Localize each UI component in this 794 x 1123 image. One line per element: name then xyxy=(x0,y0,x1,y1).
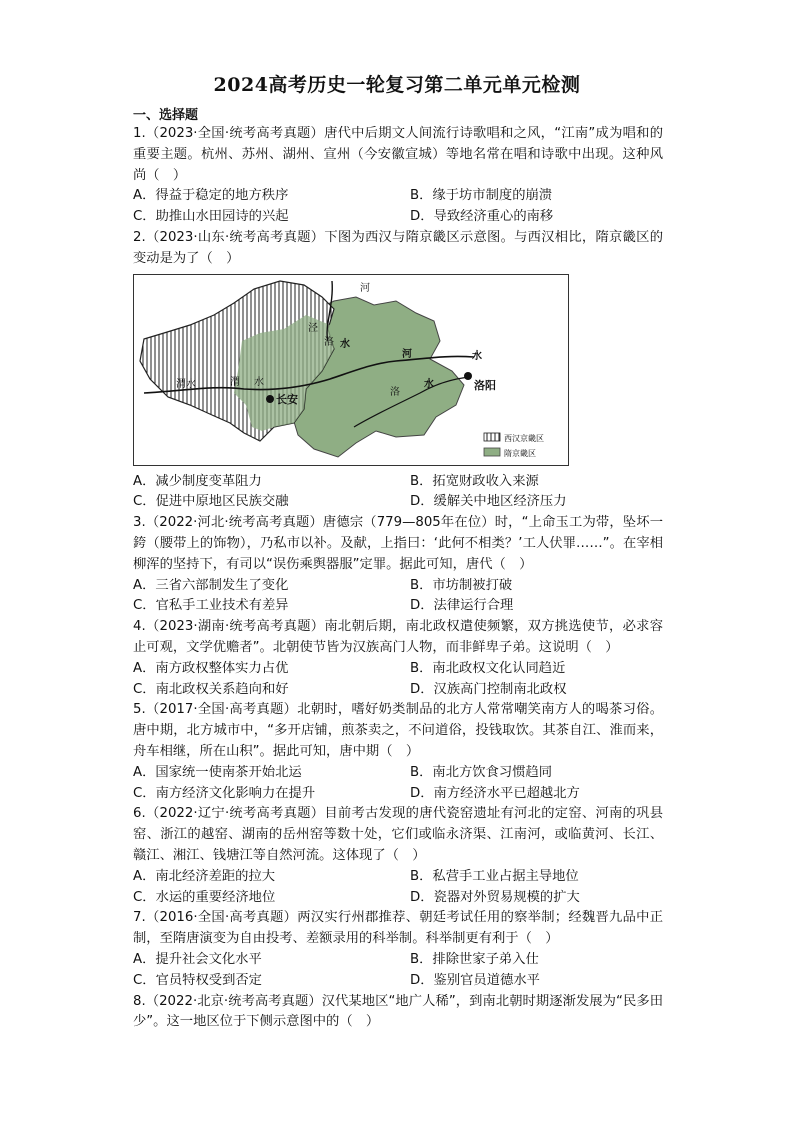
option-c[interactable]: C．南方经济文化影响力在提升 xyxy=(133,785,316,801)
option-grid xyxy=(133,950,663,992)
legend-sui-swatch xyxy=(484,448,500,456)
question-4 xyxy=(133,617,663,700)
option-grid xyxy=(133,472,663,514)
label-river-he2: 河 xyxy=(402,348,412,360)
option-c[interactable]: C．促进中原地区民族交融 xyxy=(133,494,289,510)
label-luo-lower: 洛 xyxy=(390,386,400,398)
option-grid xyxy=(133,186,663,228)
changan-dot xyxy=(266,395,274,403)
question-3 xyxy=(133,513,663,617)
option-grid xyxy=(133,867,663,909)
question-5 xyxy=(133,700,663,804)
option-b[interactable]: B．缘于坊市制度的崩溃 xyxy=(410,188,553,204)
option-a[interactable]: A．南方政权整体实力占优 xyxy=(133,660,289,676)
question-2 xyxy=(133,228,663,513)
option-grid xyxy=(133,659,663,701)
label-luo-upper: 洛 xyxy=(324,336,334,348)
question-stem: 2.（2023·山东·统考高考真题）下图为西汉与隋京畿区示意图。与西汉相比，隋京畿区的变动是为了（ ） xyxy=(133,229,663,266)
option-c[interactable]: C．水运的重要经济地位 xyxy=(133,889,276,905)
option-d[interactable]: D．瓷器对外贸易规模的扩大 xyxy=(410,889,580,905)
label-jing: 泾 xyxy=(308,322,318,334)
option-a[interactable]: A．南北经济差距的拉大 xyxy=(133,868,276,884)
question-stem: 6.（2022·辽宁·统考高考真题）目前考古发现的唐代瓷窑遗址有河北的定窑、河南的巩县窑、浙江的越窑、湖南的岳州窑等数十处，它们或临永济渠、江南河，或临黄河、长江、赣江、湘江、钱塘江等自然河流。这体现了（ ） xyxy=(133,806,663,863)
label-shui3: 水 xyxy=(424,378,434,390)
option-b[interactable]: B．私营手工业占据主导地位 xyxy=(410,868,579,884)
legend-western-han-label: 西汉京畿区 xyxy=(504,433,544,443)
option-c[interactable]: C．官员特权受到否定 xyxy=(133,972,262,988)
question-stem: 7.（2016·全国·高考真题）两汉实行州郡推荐、朝廷考试任用的察举制；经魏晋九品中正制，至隋唐演变为自由投考、差额录用的科举制。科举制更有利于（ ） xyxy=(133,910,663,947)
option-a[interactable]: A．三省六部制发生了变化 xyxy=(133,577,289,593)
label-luoyang: 洛阳 xyxy=(474,378,496,392)
label-wei-b: 水 xyxy=(254,376,264,388)
section-heading: 一、选择题 xyxy=(133,108,199,123)
question-8 xyxy=(133,992,663,1034)
option-grid xyxy=(133,576,663,618)
option-d[interactable]: D．南方经济水平已超越北方 xyxy=(410,785,580,801)
option-a[interactable]: A．减少制度变革阻力 xyxy=(133,473,262,489)
label-wei-a: 渭 xyxy=(230,376,240,388)
option-b[interactable]: B．排除世家子弟入仕 xyxy=(410,951,539,967)
legend-western-han-swatch xyxy=(484,433,500,441)
question-stem: 1.（2023·全国·统考高考真题）唐代中后期文人间流行诗歌唱和之风，“江南”成为唱和的重要主题。杭州、苏州、湖州、宣州（今安徽宣城）等地名常在唱和诗歌中出现。这种风尚（ ） xyxy=(133,126,663,183)
label-river-he: 河 xyxy=(360,282,370,294)
option-b[interactable]: B．拓宽财政收入来源 xyxy=(410,473,539,489)
question-stem: 4.（2023·湖南·统考高考真题）南北朝后期，南北政权遣使频繁，双方挑选使节，必求容止可观，文学优赡者”。北朝使节皆为汉族高门人物，而非鲜卑子弟。这说明（ ） xyxy=(133,619,663,655)
option-b[interactable]: B．南北方饮食习惯趋同 xyxy=(410,764,553,780)
option-d[interactable]: D．法律运行合理 xyxy=(410,598,514,614)
option-d[interactable]: D．鉴别官员道德水平 xyxy=(410,972,540,988)
question-stem: 3.（2022·河北·统考高考真题）唐德宗（779—805年在位）时，“上命玉工为带，坠坏一銙（腰带上的饰物），乃私市以补。及献，上指曰：‘此何不相类？’工人伏罪……”。在宰相柳浑的坚持下，有司以“误伤乘舆器服”定罪。据此可知，唐代（ ） xyxy=(133,515,663,572)
label-shui2: 水 xyxy=(472,350,482,362)
luoyang-dot xyxy=(464,372,472,380)
option-c[interactable]: C．助推山水田园诗的兴起 xyxy=(133,209,289,225)
question-stem: 5.（2017·全国·高考真题）北朝时，嗜好奶类制品的北方人常常嘲笑南方人的喝茶习俗。唐中期，北方城市中，“多开店铺，煎茶卖之，不问道俗，投钱取饮。其茶自江、淮而来，舟车相继，所在山积”。据此可知，唐中期（ ） xyxy=(133,702,663,759)
option-a[interactable]: A．国家统一使南茶开始北运 xyxy=(133,764,302,780)
label-shui: 水 xyxy=(340,338,350,350)
option-b[interactable]: B．市坊制被打破 xyxy=(410,577,513,593)
option-a[interactable]: A．得益于稳定的地方秩序 xyxy=(133,188,289,204)
question-stem: 8.（2022·北京·统考高考真题）汉代某地区“地广人稀”，到南北朝时期逐渐发展为“民多田少”。这一地区位于下侧示意图中的（ ） xyxy=(133,993,663,1030)
question-7 xyxy=(133,908,663,991)
question-6 xyxy=(133,804,663,908)
label-changan: 长安 xyxy=(276,392,298,406)
map-graphic xyxy=(134,275,568,465)
option-d[interactable]: D．导致经济重心的南移 xyxy=(410,209,554,225)
label-wei-shui: 渭水 xyxy=(176,378,196,390)
option-grid xyxy=(133,763,663,805)
question-list xyxy=(133,124,663,1033)
legend-sui-label: 隋京畿区 xyxy=(504,448,536,458)
option-a[interactable]: A．提升社会文化水平 xyxy=(133,951,262,967)
option-c[interactable]: C．南北政权关系趋向和好 xyxy=(133,681,289,697)
option-b[interactable]: B．南北政权文化认同趋近 xyxy=(410,660,566,676)
option-c[interactable]: C．官私手工业技术有差异 xyxy=(133,598,289,614)
question-1 xyxy=(133,124,663,228)
option-d[interactable]: D．缓解关中地区经济压力 xyxy=(410,494,567,510)
option-d[interactable]: D．汉族高门控制南北政权 xyxy=(410,681,567,697)
capital-region-map xyxy=(133,274,569,466)
document-title: 2024高考历史一轮复习第二单元单元检测 xyxy=(213,74,581,96)
